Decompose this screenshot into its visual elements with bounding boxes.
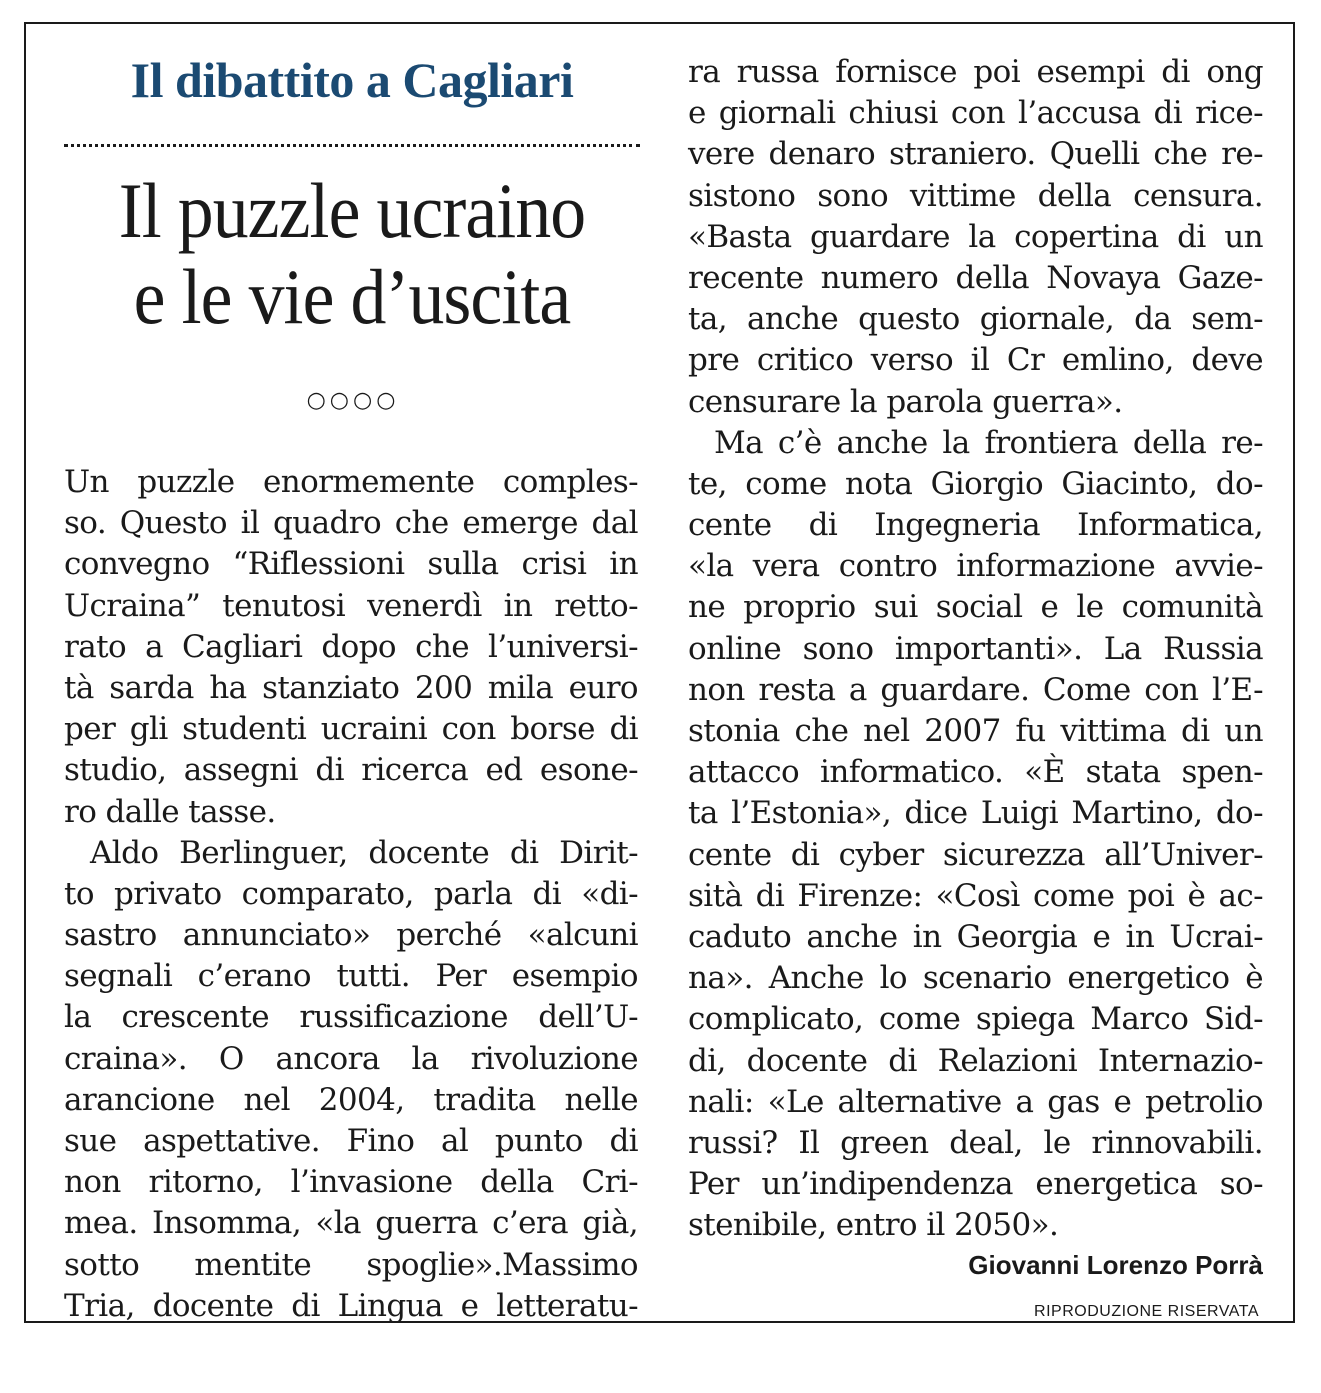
body-line: online sono importanti». La Russia — [688, 630, 1263, 667]
body-line: to privato comparato, parla di «di- — [64, 875, 638, 912]
ornament-circles — [64, 388, 640, 413]
body-line: sità di Firenze: «Così come poi è ac- — [688, 877, 1263, 914]
body-line: non resta a guardare. Come con l’E- — [688, 671, 1263, 708]
body-line: Un puzzle enormemente comples- — [64, 464, 638, 500]
body-line: segnali c’erano tutti. Per esempio — [64, 958, 638, 995]
body-line: ro dalle tasse. — [64, 793, 276, 830]
body-line: rato a Cagliari dopo che l’universi- — [64, 628, 638, 665]
body-line: Ma c’è anche la frontiera della re- — [714, 424, 1263, 461]
body-line: russi? Il green deal, le rinnovabili. — [688, 1124, 1263, 1161]
body-line: ra russa fornisce poi esempi di ong — [688, 54, 1263, 90]
article-headline — [87, 168, 617, 340]
body-line: non ritorno, l’invasione della Cri- — [64, 1164, 638, 1201]
body-line: so. Questo il quadro che emerge dal — [64, 505, 638, 542]
article-byline: Giovanni Lorenzo Porrà — [968, 1250, 1263, 1280]
body-line: na». Anche lo scenario energetico è — [688, 960, 1263, 997]
body-line: censurare la parola guerra». — [688, 383, 1123, 420]
body-line: «Basta guardare la copertina di un — [688, 218, 1263, 255]
body-line: e giornali chiusi con l’accusa di rice- — [688, 95, 1263, 132]
body-line: ta, anche questo giornale, da sem- — [688, 301, 1263, 338]
body-line: Tria, docente di Lingua e letteratu- — [64, 1287, 638, 1324]
body-line: cente di Ingegneria Informatica, — [688, 507, 1263, 544]
body-line: craina». O ancora la rivoluzione — [64, 1040, 638, 1077]
body-line: sue aspettative. Fino al punto di — [64, 1123, 638, 1159]
body-line: ne proprio sui social e le comunità — [688, 589, 1263, 626]
body-line: di, docente di Relazioni Internazio- — [688, 1042, 1263, 1079]
ornament-circle-icon: ○ — [353, 388, 375, 413]
body-line: sastro annunciato» perché «alcuni — [64, 917, 638, 954]
body-line: studio, assegni di ricerca ed esone- — [64, 752, 638, 789]
body-line: te, come nota Giorgio Giacinto, do- — [688, 465, 1263, 502]
body-line: vere denaro straniero. Quelli che re- — [688, 136, 1263, 173]
ornament-circle-icon: ○ — [376, 388, 398, 413]
body-line: Ucraina” tenutosi venerdì in retto- — [64, 587, 638, 624]
body-line: stonia che nel 2007 fu vittima di un — [688, 713, 1263, 749]
body-line: sistono sono vittime della censura. — [688, 177, 1263, 214]
rights-notice: RIPRODUZIONE RISERVATA — [1034, 1303, 1259, 1320]
body-line: arancione nel 2004, tradita nelle — [64, 1081, 638, 1118]
headline-line-2: e le vie d’uscita — [133, 253, 571, 340]
article-kicker: Il dibattito a Cagliari — [130, 52, 574, 108]
body-line: mea. Insomma, «la guerra c’era già, — [64, 1205, 638, 1242]
right-column-body — [688, 52, 1263, 1246]
body-line: Aldo Berlinguer, docente di Dirit- — [90, 834, 638, 871]
body-line: «la vera contro informazione avvie- — [688, 548, 1263, 585]
body-line: cente di cyber sicurezza all’Univer- — [688, 836, 1263, 873]
ornament-circle-icon: ○ — [306, 388, 328, 413]
body-line: caduto anche in Georgia e in Ucrai- — [688, 918, 1263, 955]
left-column-body — [64, 462, 638, 1327]
body-line: complicato, come spiega Marco Sid- — [688, 1001, 1263, 1038]
body-line: ta l’Estonia», dice Luigi Martino, do- — [688, 795, 1263, 832]
body-line: pre critico verso il Cr emlino, deve — [688, 342, 1263, 379]
body-line: convegno “Riflessioni sulla crisi in — [64, 546, 638, 583]
headline-line-1: Il puzzle ucraino — [118, 167, 586, 254]
body-line: per gli studenti ucraini con borse di — [64, 711, 638, 748]
body-line: Per un’indipendenza energetica so- — [688, 1166, 1263, 1203]
body-line: tà sarda ha stanziato 200 mila euro — [64, 669, 638, 706]
ornament-circle-icon: ○ — [329, 388, 351, 413]
body-line: sotto mentite spoglie».Massimo — [64, 1246, 638, 1283]
body-line: nali: «Le alternative a gas e petrolio — [688, 1083, 1263, 1120]
body-line: attacco informatico. «È stata spen- — [688, 754, 1263, 791]
dotted-divider — [64, 144, 640, 147]
body-line: la crescente russificazione dell’U- — [64, 999, 638, 1036]
body-line: stenibile, entro il 2050». — [688, 1207, 1059, 1244]
body-line: recente numero della Novaya Gaze- — [688, 259, 1263, 296]
